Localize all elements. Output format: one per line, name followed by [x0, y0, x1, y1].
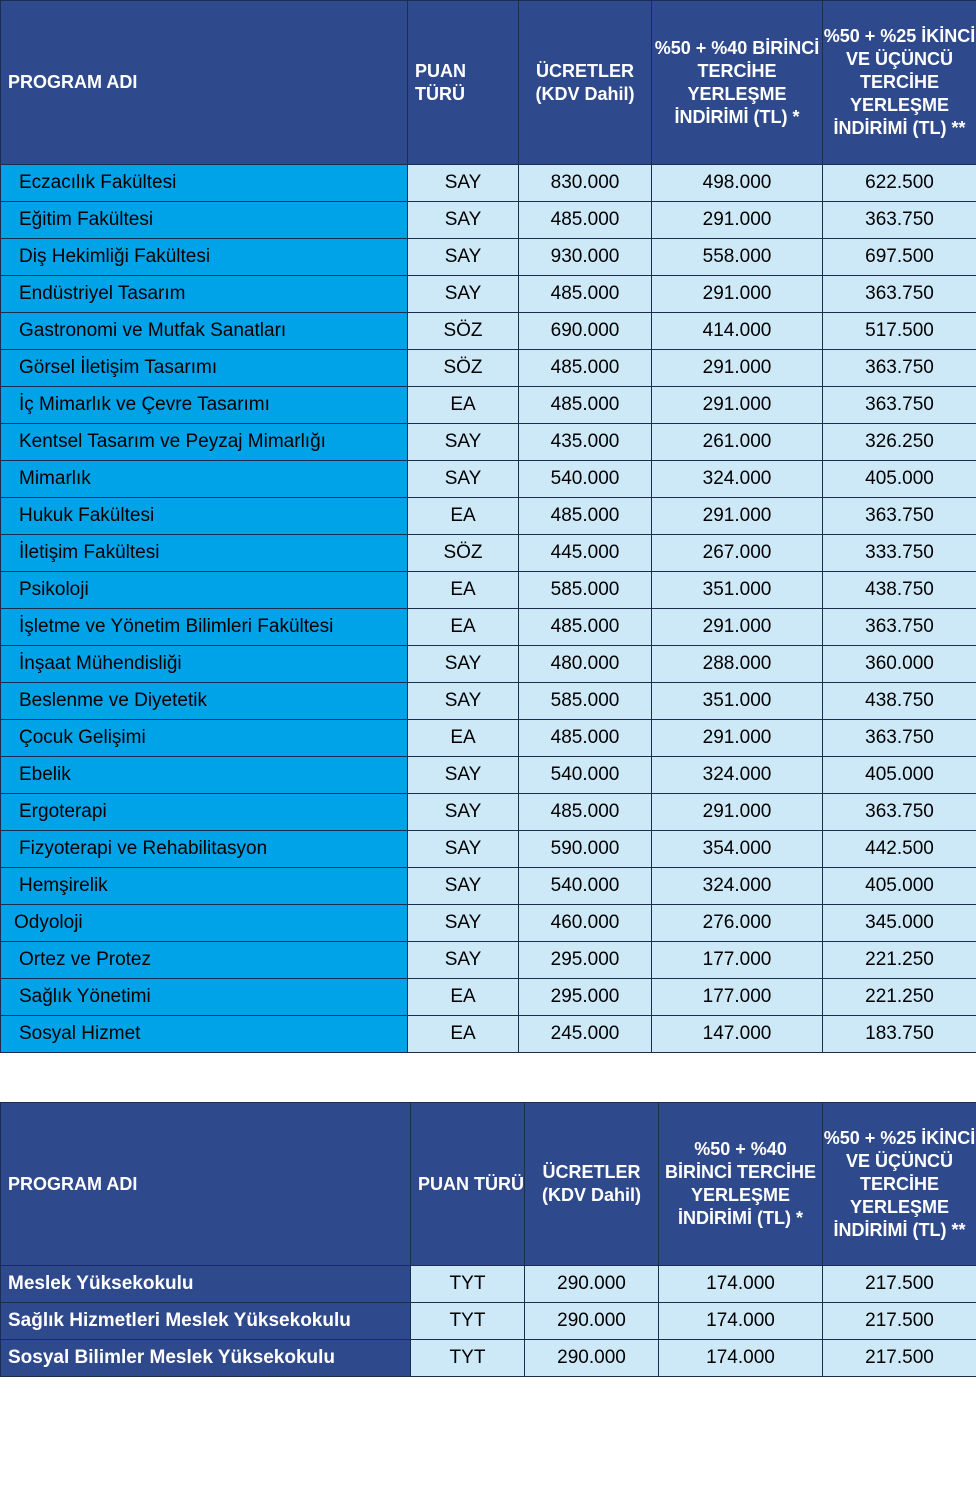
first-choice-discount-cell: 291.000	[652, 276, 823, 313]
first-choice-discount-cell: 291.000	[652, 609, 823, 646]
program-name-cell: Diş Hekimliği Fakültesi	[1, 239, 408, 276]
second-choice-discount-cell: 405.000	[823, 757, 976, 794]
second-choice-discount-cell: 405.000	[823, 461, 976, 498]
program-name-cell: İç Mimarlık ve Çevre Tasarımı	[1, 387, 408, 424]
header-score-type: PUAN TÜRÜ	[411, 1103, 525, 1266]
header-program: PROGRAM ADI	[1, 1, 408, 165]
second-choice-discount-cell: 221.250	[823, 942, 976, 979]
program-name-cell: Çocuk Gelişimi	[1, 720, 408, 757]
table-row	[1, 535, 976, 572]
table-row	[1, 424, 976, 461]
first-choice-discount-cell: 291.000	[652, 387, 823, 424]
score-type-cell: SÖZ	[408, 313, 519, 350]
fee-cell: 295.000	[519, 979, 652, 1016]
fee-cell: 485.000	[519, 609, 652, 646]
score-type-cell: EA	[408, 609, 519, 646]
program-name-cell: İnşaat Mühendisliği	[1, 646, 408, 683]
table-row	[1, 1340, 976, 1377]
program-name-cell: İşletme ve Yönetim Bilimleri Fakültesi	[1, 609, 408, 646]
first-choice-discount-cell: 267.000	[652, 535, 823, 572]
program-name-cell: Eğitim Fakültesi	[1, 202, 408, 239]
header-second-choice-discount: %50 + %25 İKİNCİ VE ÜÇÜNCÜ TERCİHE YERLEŞME İNDİRİMİ (TL) **	[823, 1, 976, 165]
first-choice-discount-cell: 291.000	[652, 350, 823, 387]
second-choice-discount-cell: 405.000	[823, 868, 976, 905]
table-row	[1, 1303, 976, 1340]
first-choice-discount-cell: 324.000	[652, 757, 823, 794]
program-name-cell: Psikoloji	[1, 572, 408, 609]
fee-cell: 830.000	[519, 165, 652, 202]
first-choice-discount-cell: 177.000	[652, 979, 823, 1016]
first-choice-discount-cell: 354.000	[652, 831, 823, 868]
second-choice-discount-cell: 221.250	[823, 979, 976, 1016]
score-type-cell: SAY	[408, 424, 519, 461]
program-name-cell: Sağlık Hizmetleri Meslek Yüksekokulu	[1, 1303, 411, 1340]
program-name-cell: Sosyal Hizmet	[1, 1016, 408, 1053]
table-row	[1, 313, 976, 350]
fee-cell: 585.000	[519, 683, 652, 720]
score-type-cell: TYT	[411, 1266, 525, 1303]
score-type-cell: EA	[408, 498, 519, 535]
score-type-cell: SAY	[408, 646, 519, 683]
fee-cell: 290.000	[525, 1340, 659, 1377]
table-row	[1, 609, 976, 646]
second-choice-discount-cell: 363.750	[823, 350, 976, 387]
fee-cell: 245.000	[519, 1016, 652, 1053]
table-row	[1, 868, 976, 905]
second-choice-discount-cell: 363.750	[823, 720, 976, 757]
fee-cell: 445.000	[519, 535, 652, 572]
fee-cell: 480.000	[519, 646, 652, 683]
fee-cell: 540.000	[519, 757, 652, 794]
fee-cell: 295.000	[519, 942, 652, 979]
score-type-cell: SAY	[408, 905, 519, 942]
table-row	[1, 498, 976, 535]
program-name-cell: Fizyoterapi ve Rehabilitasyon	[1, 831, 408, 868]
program-name-cell: Ebelik	[1, 757, 408, 794]
tuition-table-vocational	[0, 1102, 976, 1377]
score-type-cell: SAY	[408, 868, 519, 905]
first-choice-discount-cell: 414.000	[652, 313, 823, 350]
first-choice-discount-cell: 351.000	[652, 683, 823, 720]
first-choice-discount-cell: 276.000	[652, 905, 823, 942]
first-choice-discount-cell: 324.000	[652, 868, 823, 905]
second-choice-discount-cell: 438.750	[823, 572, 976, 609]
header-first-choice-discount: %50 + %40 BİRİNCİ TERCİHE YERLEŞME İNDİRİMİ (TL) *	[659, 1103, 823, 1266]
fee-cell: 485.000	[519, 794, 652, 831]
program-name-cell: Beslenme ve Diyetetik	[1, 683, 408, 720]
fee-cell: 590.000	[519, 831, 652, 868]
fee-cell: 690.000	[519, 313, 652, 350]
first-choice-discount-cell: 324.000	[652, 461, 823, 498]
second-choice-discount-cell: 622.500	[823, 165, 976, 202]
first-choice-discount-cell: 498.000	[652, 165, 823, 202]
table-row	[1, 572, 976, 609]
fee-cell: 485.000	[519, 276, 652, 313]
table-row	[1, 683, 976, 720]
fee-cell: 485.000	[519, 387, 652, 424]
fee-cell: 540.000	[519, 868, 652, 905]
program-name-cell: Eczacılık Fakültesi	[1, 165, 408, 202]
table-row	[1, 202, 976, 239]
second-choice-discount-cell: 442.500	[823, 831, 976, 868]
header-program: PROGRAM ADI	[1, 1103, 411, 1266]
score-type-cell: SAY	[408, 276, 519, 313]
table-row	[1, 942, 976, 979]
fee-cell: 485.000	[519, 498, 652, 535]
score-type-cell: TYT	[411, 1303, 525, 1340]
score-type-cell: EA	[408, 720, 519, 757]
fee-cell: 485.000	[519, 720, 652, 757]
score-type-cell: EA	[408, 979, 519, 1016]
program-name-cell: Hukuk Fakültesi	[1, 498, 408, 535]
second-choice-discount-cell: 363.750	[823, 387, 976, 424]
score-type-cell: SÖZ	[408, 350, 519, 387]
table-row	[1, 646, 976, 683]
second-choice-discount-cell: 363.750	[823, 498, 976, 535]
fee-cell: 290.000	[525, 1303, 659, 1340]
second-choice-discount-cell: 363.750	[823, 794, 976, 831]
score-type-cell: SAY	[408, 239, 519, 276]
table-row	[1, 1266, 976, 1303]
table-row	[1, 757, 976, 794]
first-choice-discount-cell: 291.000	[652, 202, 823, 239]
fee-cell: 485.000	[519, 350, 652, 387]
first-choice-discount-cell: 174.000	[659, 1340, 823, 1377]
first-choice-discount-cell: 558.000	[652, 239, 823, 276]
score-type-cell: SAY	[408, 794, 519, 831]
header-second-choice-discount: %50 + %25 İKİNCİ VE ÜÇÜNCÜ TERCİHE YERLEŞME İNDİRİMİ (TL) **	[823, 1103, 976, 1266]
table-row	[1, 905, 976, 942]
table-row	[1, 165, 976, 202]
first-choice-discount-cell: 291.000	[652, 720, 823, 757]
table-row	[1, 276, 976, 313]
second-choice-discount-cell: 438.750	[823, 683, 976, 720]
score-type-cell: SÖZ	[408, 535, 519, 572]
first-choice-discount-cell: 291.000	[652, 794, 823, 831]
table-row	[1, 387, 976, 424]
second-choice-discount-cell: 697.500	[823, 239, 976, 276]
second-choice-discount-cell: 217.500	[823, 1303, 976, 1340]
score-type-cell: SAY	[408, 831, 519, 868]
score-type-cell: SAY	[408, 683, 519, 720]
table-row	[1, 979, 976, 1016]
first-choice-discount-cell: 288.000	[652, 646, 823, 683]
fee-cell: 460.000	[519, 905, 652, 942]
first-choice-discount-cell: 174.000	[659, 1266, 823, 1303]
table-row	[1, 831, 976, 868]
second-choice-discount-cell: 183.750	[823, 1016, 976, 1053]
fee-cell: 930.000	[519, 239, 652, 276]
second-choice-discount-cell: 363.750	[823, 202, 976, 239]
score-type-cell: SAY	[408, 757, 519, 794]
program-name-cell: Meslek Yüksekokulu	[1, 1266, 411, 1303]
table-row	[1, 461, 976, 498]
second-choice-discount-cell: 360.000	[823, 646, 976, 683]
header-fee: ÜCRETLER (KDV Dahil)	[519, 1, 652, 165]
program-name-cell: Gastronomi ve Mutfak Sanatları	[1, 313, 408, 350]
first-choice-discount-cell: 177.000	[652, 942, 823, 979]
header-fee: ÜCRETLER (KDV Dahil)	[525, 1103, 659, 1266]
program-name-cell: Odyoloji	[1, 905, 408, 942]
score-type-cell: SAY	[408, 461, 519, 498]
fee-cell: 585.000	[519, 572, 652, 609]
first-choice-discount-cell: 351.000	[652, 572, 823, 609]
score-type-cell: EA	[408, 387, 519, 424]
score-type-cell: SAY	[408, 942, 519, 979]
second-choice-discount-cell: 363.750	[823, 276, 976, 313]
second-choice-discount-cell: 363.750	[823, 609, 976, 646]
table-row	[1, 794, 976, 831]
table-row	[1, 350, 976, 387]
second-choice-discount-cell: 217.500	[823, 1340, 976, 1377]
first-choice-discount-cell: 147.000	[652, 1016, 823, 1053]
program-name-cell: Mimarlık	[1, 461, 408, 498]
fee-cell: 485.000	[519, 202, 652, 239]
second-choice-discount-cell: 345.000	[823, 905, 976, 942]
fee-cell: 435.000	[519, 424, 652, 461]
first-choice-discount-cell: 291.000	[652, 498, 823, 535]
second-choice-discount-cell: 517.500	[823, 313, 976, 350]
program-name-cell: Sağlık Yönetimi	[1, 979, 408, 1016]
score-type-cell: SAY	[408, 202, 519, 239]
program-name-cell: Ortez ve Protez	[1, 942, 408, 979]
program-name-cell: Görsel İletişim Tasarımı	[1, 350, 408, 387]
table-row	[1, 720, 976, 757]
score-type-cell: EA	[408, 1016, 519, 1053]
first-choice-discount-cell: 174.000	[659, 1303, 823, 1340]
header-score-type: PUAN TÜRÜ	[408, 1, 519, 165]
program-name-cell: Sosyal Bilimler Meslek Yüksekokulu	[1, 1340, 411, 1377]
program-name-cell: Ergoterapi	[1, 794, 408, 831]
table-header-row	[1, 1103, 976, 1266]
program-name-cell: Hemşirelik	[1, 868, 408, 905]
program-name-cell: İletişim Fakültesi	[1, 535, 408, 572]
second-choice-discount-cell: 326.250	[823, 424, 976, 461]
table-row	[1, 239, 976, 276]
first-choice-discount-cell: 261.000	[652, 424, 823, 461]
second-choice-discount-cell: 217.500	[823, 1266, 976, 1303]
fee-cell: 290.000	[525, 1266, 659, 1303]
table-row	[1, 1016, 976, 1053]
program-name-cell: Endüstriyel Tasarım	[1, 276, 408, 313]
score-type-cell: SAY	[408, 165, 519, 202]
score-type-cell: TYT	[411, 1340, 525, 1377]
fee-cell: 540.000	[519, 461, 652, 498]
table-header-row	[1, 1, 976, 165]
score-type-cell: EA	[408, 572, 519, 609]
program-name-cell: Kentsel Tasarım ve Peyzaj Mimarlığı	[1, 424, 408, 461]
header-first-choice-discount: %50 + %40 BİRİNCİ TERCİHE YERLEŞME İNDİRİMİ (TL) *	[652, 1, 823, 165]
second-choice-discount-cell: 333.750	[823, 535, 976, 572]
